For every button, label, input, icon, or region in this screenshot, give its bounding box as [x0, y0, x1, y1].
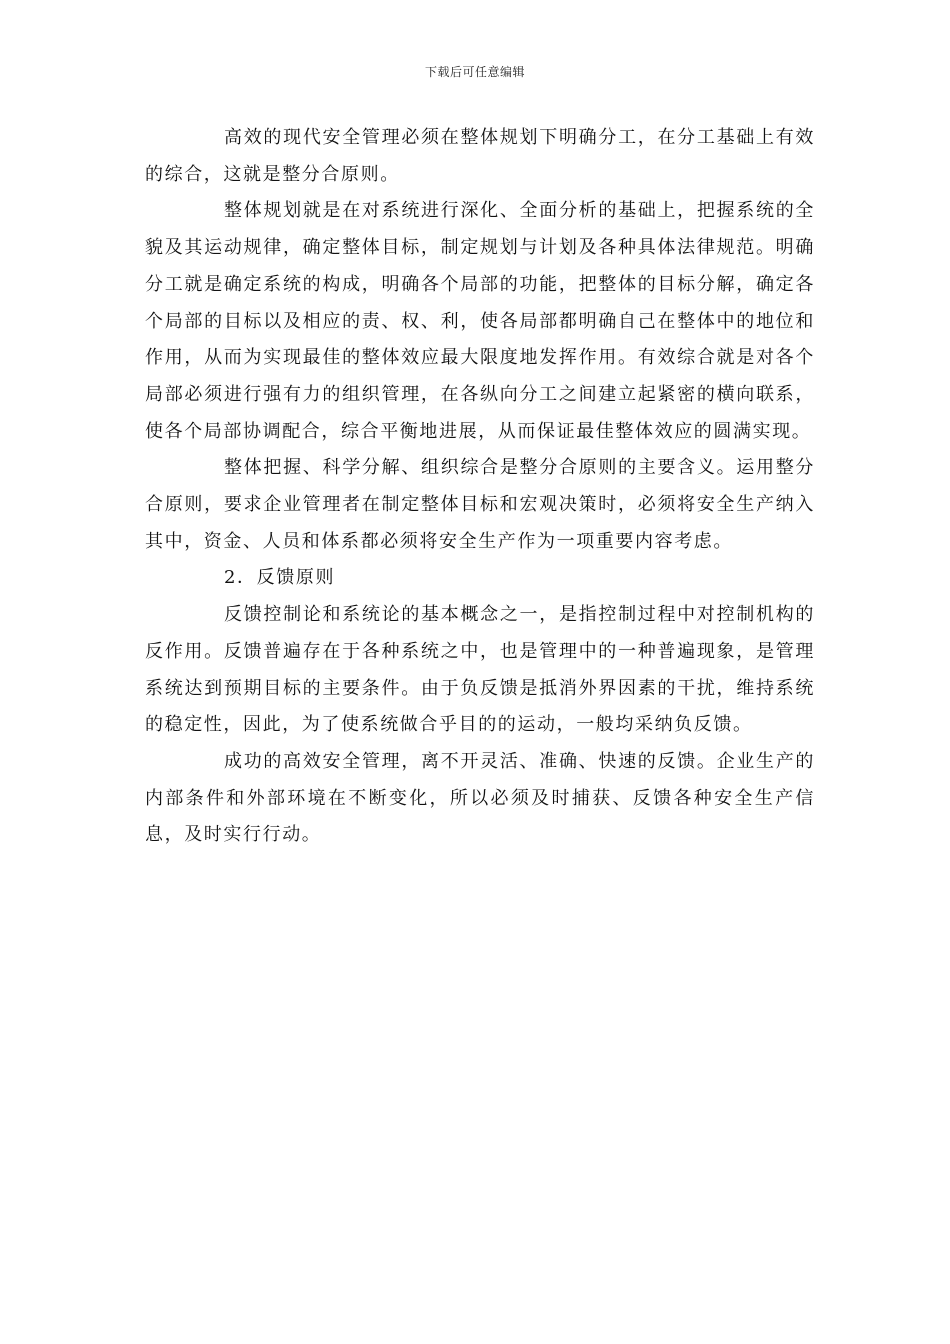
paragraph-feedback-definition: 反馈控制论和系统论的基本概念之一，是指控制过程中对控制机构的反作用。反馈普遍存在于各种系统之中，也是管理中的一种普遍现象，是管理系统达到预期目标的主要条件。由于负反馈是抵消外界因素的干扰，维持系统的稳定性，因此，为了使系统做合乎目的的运动，一般均采纳负反馈。 [145, 604, 815, 736]
paragraph-integration-principle: 高效的现代安全管理必须在整体规划下明确分工，在分工基础上有效的综合，这就是整分合原则。 [145, 127, 815, 185]
paragraph-feedback-management: 成功的高效安全管理，离不开灵活、准确、快速的反馈。企业生产的内部条件和外部环境在不断变化，所以必须及时捕获、反馈各种安全生产信息，及时实行行动。 [145, 750, 815, 846]
page-header: 下载后可任意编辑 [424, 65, 525, 79]
paragraph-overall-planning: 整体规划就是在对系统进行深化、全面分析的基础上，把握系统的全貌及其运动规律，确定整体目标，制定规划与计划及各种具体法律规范。明确分工就是确定系统的构成，明确各个局部的功能，把整体的目标分解，确定各个局部的目标以及相应的责、权、利，使各局部都明确自己在整体中的地位和作用，从而为实现最佳的整体效应最大限度地发挥作用。有效综合就是对各个局部必须进行强有力的组织管理，在各纵向分工之间建立起紧密的横向联系，使各个局部协调配合，综合平衡地进展，从而保证最佳整体效应的圆满实现。 [145, 200, 815, 442]
paragraph-principle-meaning: 整体把握、科学分解、组织综合是整分合原则的主要含义。运用整分合原则，要求企业管理者在制定整体目标和宏观决策时，必须将安全生产纳入其中，资金、人员和体系都必须将安全生产作为一项重要内容考虑。 [145, 457, 815, 552]
document-body [145, 120, 815, 854]
section-heading-feedback: 2．反馈原则 [224, 567, 336, 589]
